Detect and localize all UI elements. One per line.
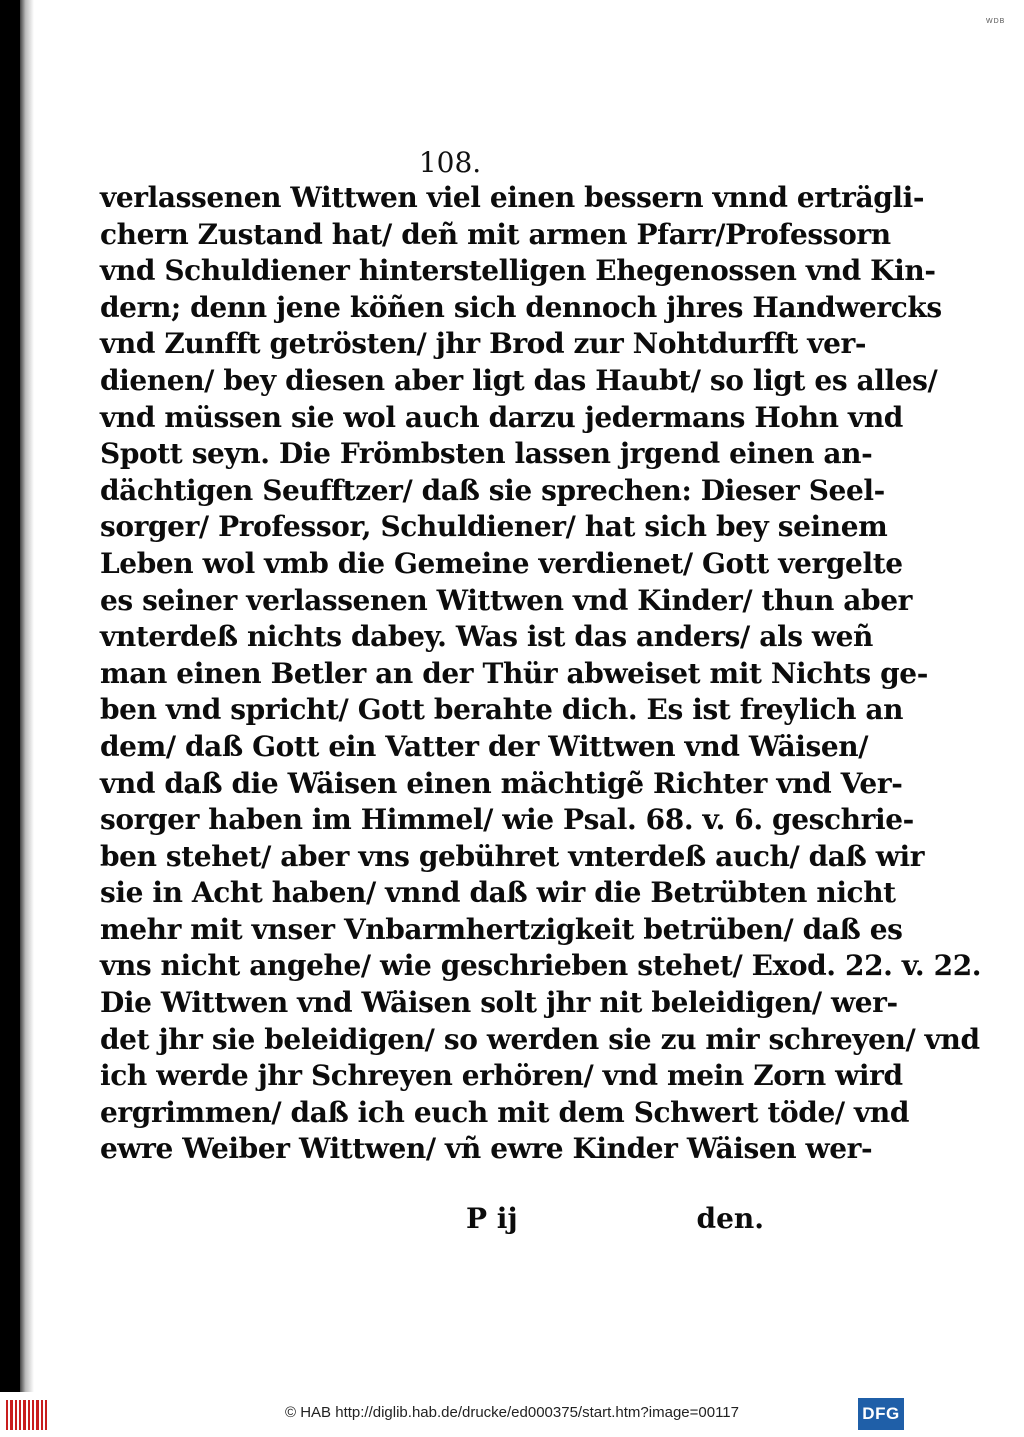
text-line: dächtigen Seufftzer/ daß sie sprechen: Dieser Seel- xyxy=(100,473,885,507)
text-line: ewre Weiber Wittwen/ vñ ewre Kinder Wäisen wer- xyxy=(100,1132,873,1166)
text-line: verlassenen Wittwen viel einen bessern vnnd erträgli- xyxy=(100,181,925,214)
text-line: Spott seyn. Die Frömbsten lassen jrgend einen an- xyxy=(100,437,873,471)
text-line: vnd Zunfft getrösten/ jhr Brod zur Nohtdurfft ver- xyxy=(100,327,867,361)
text-line: man einen Betler an der Thür abweiset mit Nichts ge- xyxy=(100,656,928,690)
text-line: dienen/ bey diesen aber ligt das Haubt/ so ligt es alles/ xyxy=(100,363,938,397)
text-line: vnd daß die Wäisen einen mächtigẽ Richter vnd Ver- xyxy=(100,766,903,800)
text-line: sie in Acht haben/ vnnd daß wir die Betrübten nicht xyxy=(100,876,896,910)
page-number: 108. xyxy=(418,146,482,179)
text-line: vnterdeß nichts dabey. Was ist das anders/ als weñ xyxy=(100,620,873,654)
text-line: vns nicht angehe/ wie geschrieben stehet/ Exod. 22. v. 22. xyxy=(100,949,982,983)
gutter-shadow xyxy=(20,0,34,1392)
text-line: ben stehet/ aber vns gebühret vnterdeß auch/ daß wir xyxy=(100,839,925,873)
text-line: es seiner verlassenen Wittwen vnd Kinder/ thun aber xyxy=(100,583,912,617)
book-binding-edge xyxy=(0,0,20,1392)
text-line: ben vnd spricht/ Gott berahte dich. Es ist freylich an xyxy=(100,693,904,727)
text-line: mehr mit vnser Vnbarmhertzigkeit betrüben/ daß es xyxy=(100,912,903,946)
corner-mark: WDB xyxy=(986,18,1006,25)
text-line: ich werde jhr Schreyen erhören/ vnd mein Zorn wird xyxy=(100,1059,903,1093)
text-line: sorger/ Professor, Schuldiener/ hat sich bey seinem xyxy=(100,510,888,544)
source-link[interactable]: © HAB http://diglib.hab.de/drucke/ed000375/start.htm?image=00117 xyxy=(285,1404,739,1421)
text-line: dern; denn jene köñen sich dennoch jhres Handwercks xyxy=(100,290,942,324)
text-line: sorger haben im Himmel/ wie Psal. 68. v. 6. geschrie- xyxy=(100,803,914,837)
page-foot xyxy=(100,1202,800,1242)
viewer-footer xyxy=(0,1392,1024,1437)
text-line: vnd müssen sie wol auch darzu jedermans Hohn vnd xyxy=(100,400,903,434)
text-line: det jhr sie beleidigen/ so werden sie zu mir schreyen/ vnd xyxy=(100,1022,980,1056)
signature-mark: P ij xyxy=(466,1202,518,1235)
body-text xyxy=(100,180,982,1168)
text-line: vnd Schuldiener hinterstelligen Ehegenossen vnd Kin- xyxy=(100,254,936,288)
text-line: dem/ daß Gott ein Vatter der Wittwen vnd Wäisen/ xyxy=(100,729,869,763)
text-line: ergrimmen/ daß ich euch mit dem Schwert töde/ vnd xyxy=(100,1095,910,1129)
text-line: chern Zustand hat/ deñ mit armen Pfarr/Professorn xyxy=(100,217,891,251)
dfg-logo: DFG xyxy=(858,1398,904,1430)
text-line: Leben wol vmb die Gemeine verdienet/ Gott vergelte xyxy=(100,546,903,580)
catchword: den. xyxy=(696,1202,764,1235)
text-line: Die Wittwen vnd Wäisen solt jhr nit beleidigen/ wer- xyxy=(100,986,898,1020)
